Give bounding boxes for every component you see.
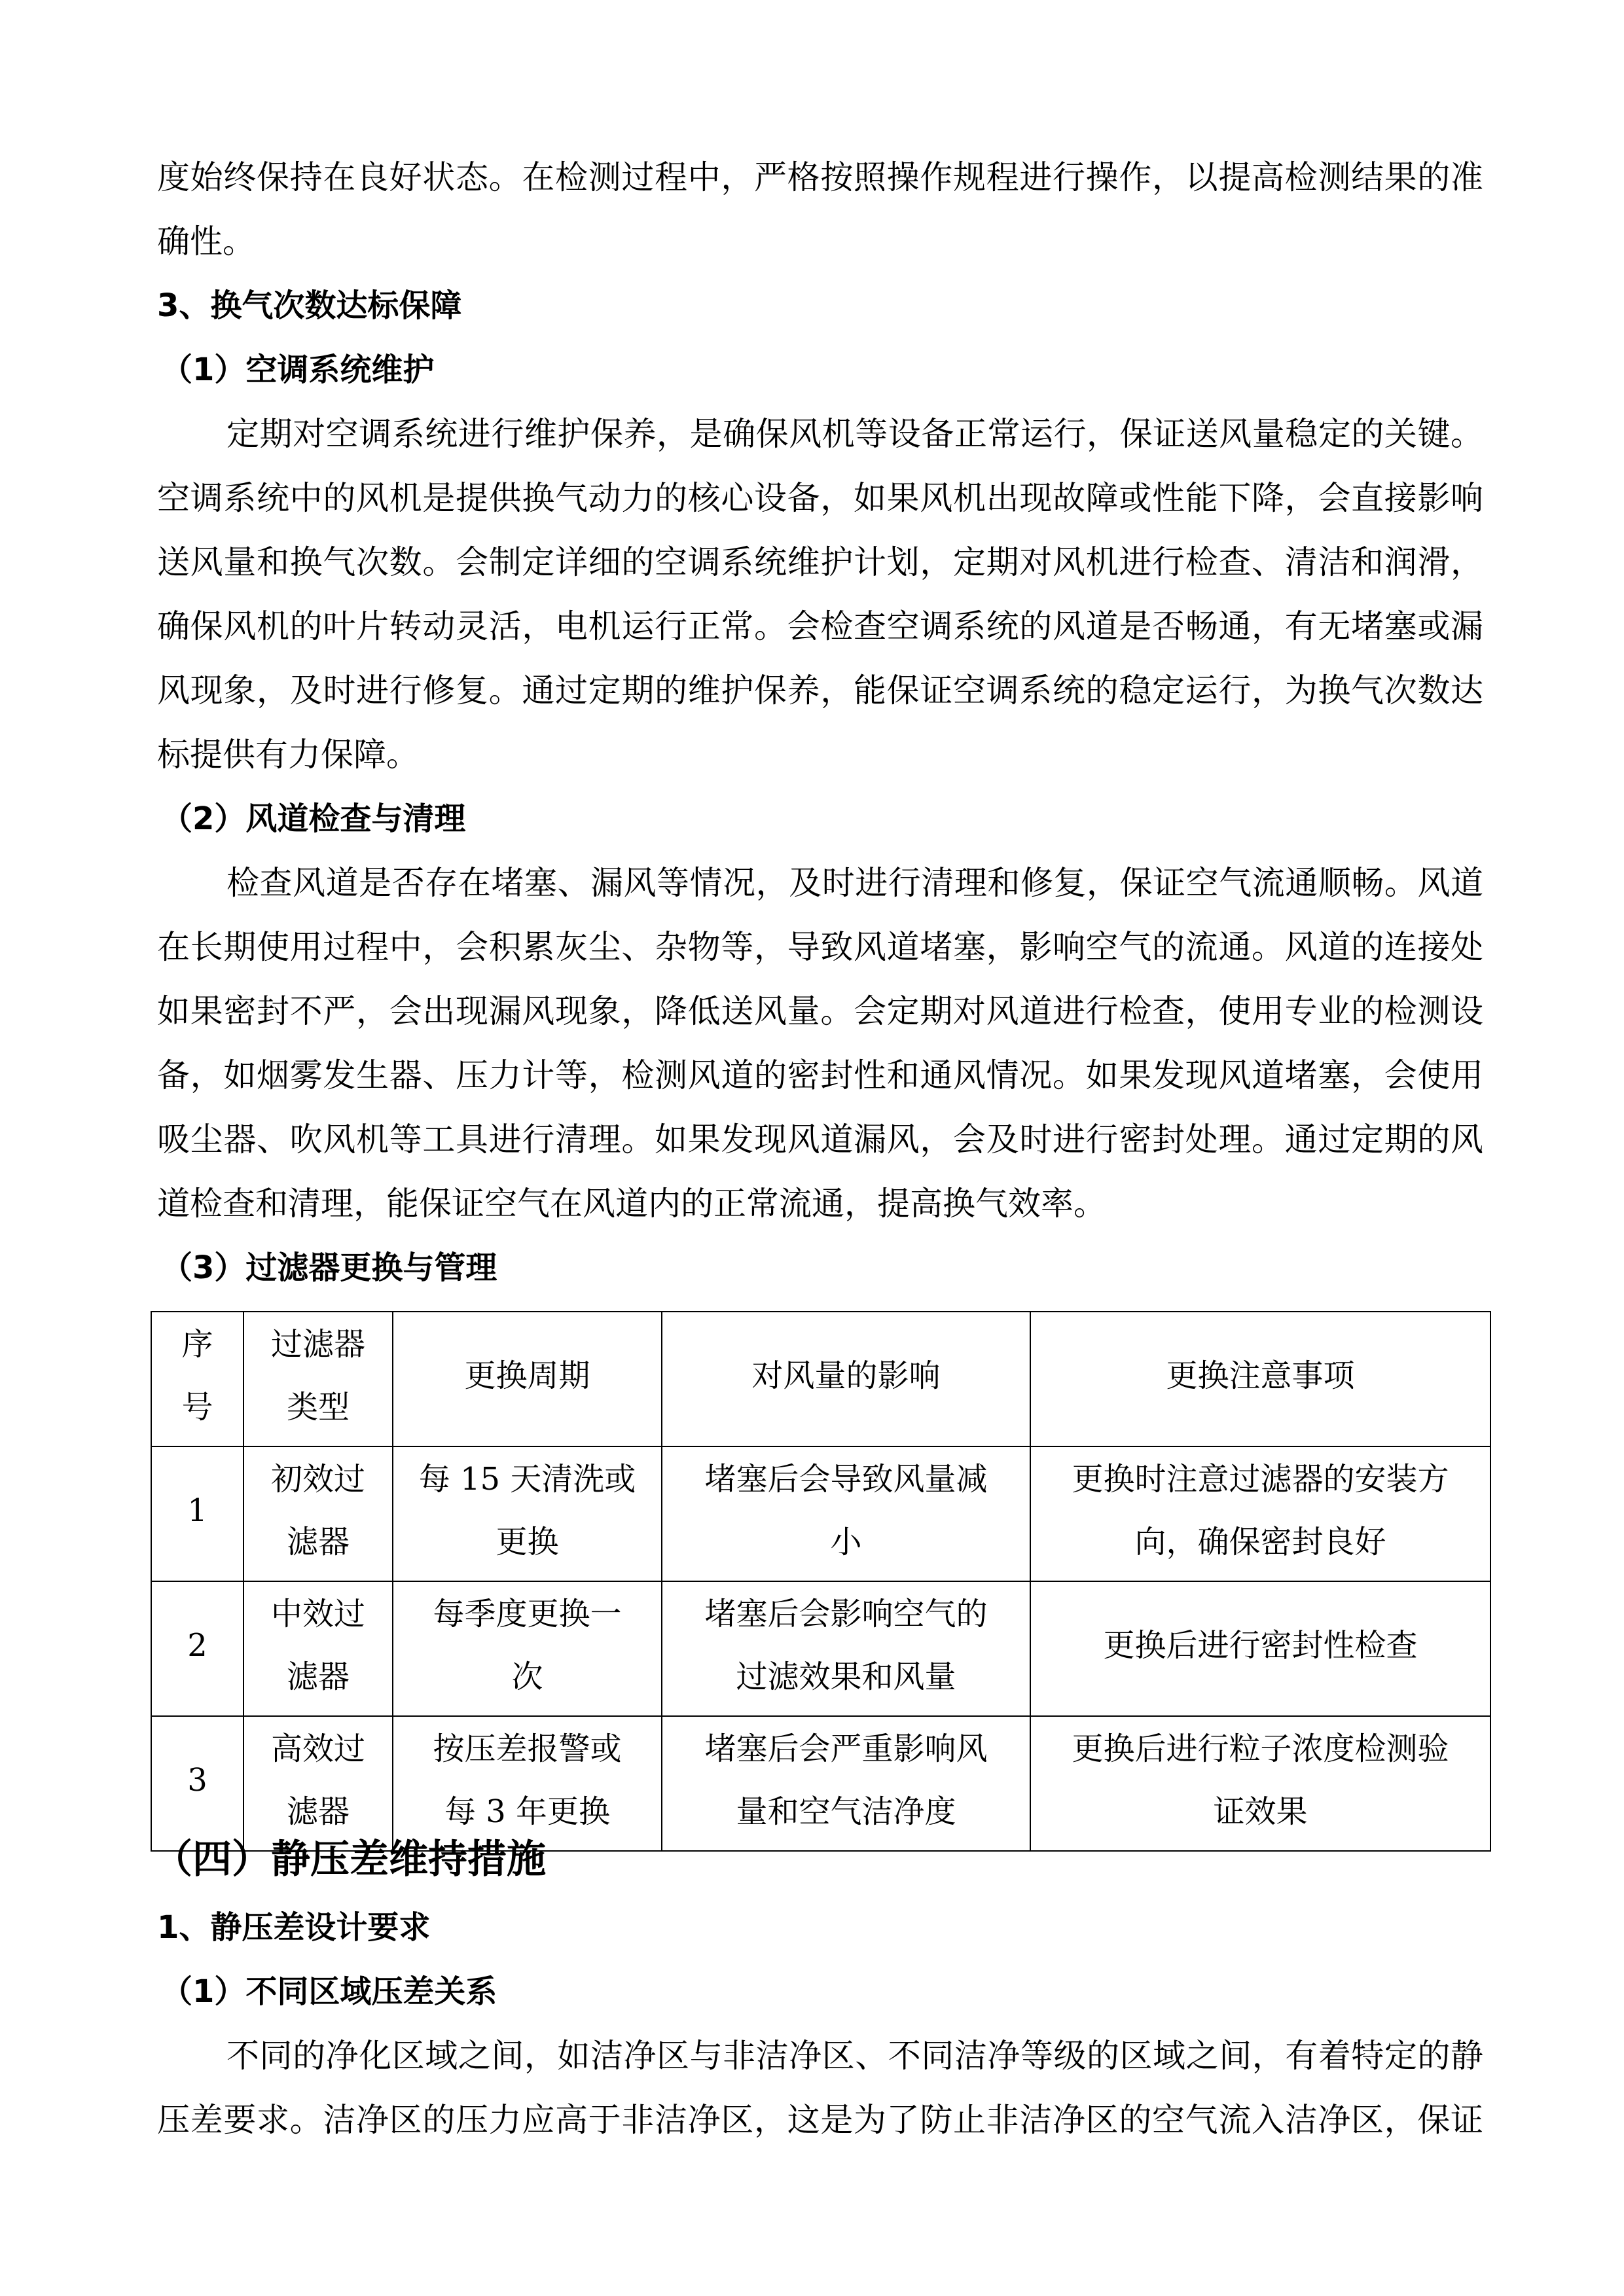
cell-text: 1 xyxy=(187,1492,208,1529)
cell-text: 堵塞后会导致风量减 xyxy=(704,1461,988,1498)
text-line: 吸尘器、吹风机等工具进行清理。如果发现风道漏风，会及时进行密封处理。通过定期的风 xyxy=(157,1121,1483,1158)
table-cell xyxy=(244,1312,393,1446)
text-line: 风现象，及时进行修复。通过定期的维护保养，能保证空调系统的稳定运行，为换气次数达 xyxy=(157,672,1483,709)
table-cell xyxy=(393,1581,662,1716)
cell-text: 初效过 xyxy=(270,1461,365,1498)
cell-text: 向，确保密封良好 xyxy=(1134,1524,1386,1560)
cell-text: 号 xyxy=(181,1389,213,1426)
subsection-heading: 1、静压差设计要求 xyxy=(157,1909,431,1946)
table-cell xyxy=(662,1312,1030,1446)
cell-text: 3 xyxy=(187,1762,208,1799)
cell-text: 滤器 xyxy=(286,1659,350,1695)
cell-text: 对风量的影响 xyxy=(751,1357,941,1394)
text-line: 度始终保持在良好状态。在检测过程中，严格按照操作规程进行操作，以提高检测结果的准 xyxy=(157,158,1483,196)
cell-text: 堵塞后会严重影响风 xyxy=(704,1731,988,1767)
text-line: 确保风机的叶片转动灵活，电机运行正常。会检查空调系统的风道是否畅通，有无堵塞或漏 xyxy=(157,607,1483,645)
cell-text: 更换 xyxy=(496,1524,559,1560)
table-cell xyxy=(151,1312,244,1446)
table-cell xyxy=(393,1312,662,1446)
cell-text: 按压差报警或 xyxy=(433,1731,622,1767)
text-line: 确性。 xyxy=(157,223,255,260)
cell-text: 过滤器 xyxy=(270,1326,365,1363)
table-cell xyxy=(151,1446,244,1581)
text-line: 压差要求。洁净区的压力应高于非洁净区，这是为了防止非洁净区的空气流入洁净区，保证 xyxy=(157,2101,1483,2139)
cell-text: 更换后进行粒子浓度检测验 xyxy=(1072,1731,1449,1767)
table-cell xyxy=(244,1446,393,1581)
text-line: 检查风道是否存在堵塞、漏风等情况，及时进行清理和修复，保证空气流通顺畅。风道 xyxy=(226,864,1483,902)
text-line: 定期对空调系统进行维护保养，是确保风机等设备正常运行，保证送风量稳定的关键。 xyxy=(226,415,1483,453)
table-cell xyxy=(1030,1312,1490,1446)
cell-text: 量和空气洁净度 xyxy=(736,1793,956,1830)
text-line: 标提供有力保障。 xyxy=(157,736,419,774)
subsection-heading: （3）过滤器更换与管理 xyxy=(161,1249,497,1286)
subsection-heading: （1）空调系统维护 xyxy=(161,351,435,388)
paragraph xyxy=(157,145,1483,274)
cell-text: 中效过 xyxy=(270,1596,365,1632)
table-cell xyxy=(1030,1446,1490,1581)
text-line: 如果密封不严，会出现漏风现象，降低送风量。会定期对风道进行检查，使用专业的检测设 xyxy=(157,992,1483,1030)
subsection-heading: （1）不同区域压差关系 xyxy=(161,1973,497,2010)
cell-text: 滤器 xyxy=(286,1524,350,1560)
cell-text: 小 xyxy=(830,1524,862,1560)
table-row xyxy=(151,1446,1490,1581)
table-cell xyxy=(662,1446,1030,1581)
subsection-heading: （2）风道检查与清理 xyxy=(161,800,466,837)
text-line: 在长期使用过程中，会积累灰尘、杂物等，导致风道堵塞，影响空气的流通。风道的连接处 xyxy=(157,928,1483,966)
table-row xyxy=(151,1581,1490,1716)
cell-text: 更换后进行密封性检查 xyxy=(1103,1627,1418,1664)
cell-text: 过滤效果和风量 xyxy=(736,1659,956,1695)
paragraph xyxy=(157,402,1483,787)
cell-text: 证效果 xyxy=(1213,1793,1308,1830)
document-body-top xyxy=(157,145,1483,1300)
table-cell xyxy=(1030,1581,1490,1716)
document-body-bottom xyxy=(153,1823,1483,2152)
cell-text: 每 15 天清洗或 xyxy=(418,1461,636,1498)
text-line: 不同的净化区域之间，如洁净区与非洁净区、不同洁净等级的区域之间，有着特定的静 xyxy=(226,2037,1483,2075)
cell-text: 更换注意事项 xyxy=(1166,1357,1355,1394)
cell-text: 次 xyxy=(511,1659,543,1695)
cell-text: 序 xyxy=(181,1326,213,1363)
filter-replacement-table xyxy=(151,1311,1491,1852)
cell-text: 类型 xyxy=(286,1389,350,1426)
table-cell xyxy=(393,1446,662,1581)
subsection-heading: 3、换气次数达标保障 xyxy=(157,287,462,324)
cell-text: 每 3 年更换 xyxy=(444,1793,611,1830)
text-line: 空调系统中的风机是提供换气动力的核心设备，如果风机出现故障或性能下降，会直接影响 xyxy=(157,479,1483,517)
cell-text: 每季度更换一 xyxy=(433,1596,622,1632)
cell-text: 高效过 xyxy=(270,1731,365,1767)
table-header-row xyxy=(151,1312,1490,1446)
paragraph xyxy=(157,851,1483,1236)
table-cell xyxy=(244,1581,393,1716)
cell-text: 堵塞后会影响空气的 xyxy=(704,1596,988,1632)
cell-text: 滤器 xyxy=(286,1793,350,1830)
text-line: 备，如烟雾发生器、压力计等，检测风道的密封性和通风情况。如果发现风道堵塞，会使用 xyxy=(157,1056,1483,1094)
text-line: 道检查和清理，能保证空气在风道内的正常流通，提高换气效率。 xyxy=(157,1185,1106,1223)
cell-text: 更换周期 xyxy=(464,1357,590,1394)
text-line: 送风量和换气次数。会制定详细的空调系统维护计划，定期对风机进行检查、清洁和润滑， xyxy=(157,543,1483,581)
paragraph xyxy=(157,2024,1483,2152)
cell-text: 2 xyxy=(187,1627,208,1664)
table-cell xyxy=(151,1581,244,1716)
table-cell xyxy=(662,1581,1030,1716)
cell-text: 更换时注意过滤器的安装方 xyxy=(1072,1461,1449,1498)
section-heading: （四）静压差维持措施 xyxy=(153,1837,546,1882)
